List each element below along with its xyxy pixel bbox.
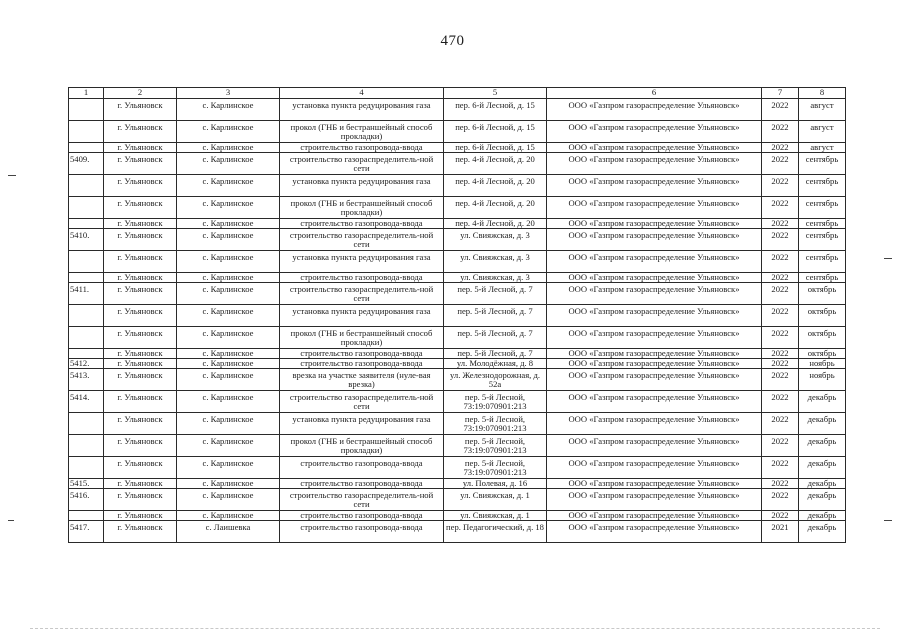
cell-locality: с. Карлинское [177, 435, 280, 457]
cell-locality: с. Карлинское [177, 305, 280, 327]
cell-work-type: строительство газораспределитель-ной сети [280, 229, 444, 251]
cell-month: декабрь [799, 479, 846, 489]
table-row [69, 391, 846, 413]
cell-month: октябрь [799, 305, 846, 327]
cell-organization: ООО «Газпром газораспределение Ульяновск» [547, 521, 762, 543]
cell-locality: с. Карлинское [177, 99, 280, 121]
cell-work-type: строительство газораспределитель-ной сети [280, 489, 444, 511]
column-header: 2 [104, 88, 177, 99]
cell-locality: с. Карлинское [177, 359, 280, 369]
cell-year: 2021 [762, 521, 799, 543]
cell-locality: с. Карлинское [177, 489, 280, 511]
cell-organization: ООО «Газпром газораспределение Ульяновск» [547, 489, 762, 511]
table-row [69, 489, 846, 511]
table-row [69, 153, 846, 175]
cell-organization: ООО «Газпром газораспределение Ульяновск» [547, 153, 762, 175]
cell-month: октябрь [799, 327, 846, 349]
table-row [69, 229, 846, 251]
cell-address: пер. 5-й Лесной, 73:19:070901:213 [444, 391, 547, 413]
cell-city: г. Ульяновск [104, 283, 177, 305]
cell-locality: с. Карлинское [177, 153, 280, 175]
cell-number: 5410. [69, 229, 104, 251]
cell-address: ул. Молодёжная, д. 8 [444, 359, 547, 369]
cell-month: октябрь [799, 349, 846, 359]
cell-number [69, 143, 104, 153]
cell-work-type: строительство газопровода-ввода [280, 479, 444, 489]
cell-month: сентябрь [799, 273, 846, 283]
cell-organization: ООО «Газпром газораспределение Ульяновск» [547, 143, 762, 153]
cell-address: ул. Железнодорожная, д. 52а [444, 369, 547, 391]
cell-year: 2022 [762, 121, 799, 143]
table-row [69, 305, 846, 327]
column-header: 6 [547, 88, 762, 99]
cell-locality: с. Карлинское [177, 219, 280, 229]
cell-number: 5413. [69, 369, 104, 391]
cell-address: пер. 4-й Лесной, д. 20 [444, 153, 547, 175]
cell-organization: ООО «Газпром газораспределение Ульяновск» [547, 219, 762, 229]
cell-city: г. Ульяновск [104, 489, 177, 511]
cell-work-type: строительство газораспределитель-ной сети [280, 283, 444, 305]
cell-month: сентябрь [799, 197, 846, 219]
cell-work-type: прокол (ГНБ и бестраншейный способ прокладки) [280, 121, 444, 143]
cell-number [69, 457, 104, 479]
cell-city: г. Ульяновск [104, 479, 177, 489]
table-row [69, 479, 846, 489]
margin-mark-right [884, 258, 892, 259]
cell-year: 2022 [762, 219, 799, 229]
cell-locality: с. Карлинское [177, 391, 280, 413]
cell-locality: с. Карлинское [177, 413, 280, 435]
cell-month: декабрь [799, 511, 846, 521]
cell-city: г. Ульяновск [104, 391, 177, 413]
cell-year: 2022 [762, 305, 799, 327]
margin-mark-right [884, 520, 892, 521]
cell-city: г. Ульяновск [104, 153, 177, 175]
cell-locality: с. Карлинское [177, 197, 280, 219]
cell-locality: с. Карлинское [177, 175, 280, 197]
cell-locality: с. Карлинское [177, 143, 280, 153]
cell-month: октябрь [799, 283, 846, 305]
cell-work-type: строительство газопровода-ввода [280, 273, 444, 283]
cell-work-type: строительство газопровода-ввода [280, 457, 444, 479]
cell-month: декабрь [799, 457, 846, 479]
cell-organization: ООО «Газпром газораспределение Ульяновск» [547, 391, 762, 413]
cell-number [69, 251, 104, 273]
cell-organization: ООО «Газпром газораспределение Ульяновск» [547, 479, 762, 489]
cell-city: г. Ульяновск [104, 435, 177, 457]
table-row [69, 369, 846, 391]
cell-organization: ООО «Газпром газораспределение Ульяновск» [547, 283, 762, 305]
table-row [69, 457, 846, 479]
cell-year: 2022 [762, 511, 799, 521]
header-row [69, 88, 846, 99]
table-row [69, 359, 846, 369]
cell-month: декабрь [799, 435, 846, 457]
cell-city: г. Ульяновск [104, 175, 177, 197]
cell-number [69, 219, 104, 229]
cell-address: пер. 5-й Лесной, 73:19:070901:213 [444, 413, 547, 435]
cell-month: ноябрь [799, 359, 846, 369]
cell-address: ул. Свияжская, д. 3 [444, 229, 547, 251]
cell-number [69, 197, 104, 219]
cell-city: г. Ульяновск [104, 99, 177, 121]
cell-address: пер. 5-й Лесной, д. 7 [444, 349, 547, 359]
table-row [69, 219, 846, 229]
cell-work-type: установка пункта редуцирования газа [280, 175, 444, 197]
cell-work-type: строительство газораспределитель-ной сети [280, 153, 444, 175]
cell-city: г. Ульяновск [104, 413, 177, 435]
cell-locality: с. Карлинское [177, 369, 280, 391]
cell-city: г. Ульяновск [104, 457, 177, 479]
cell-city: г. Ульяновск [104, 369, 177, 391]
cell-number: 5409. [69, 153, 104, 175]
cell-number: 5417. [69, 521, 104, 543]
cell-number [69, 413, 104, 435]
table-row [69, 521, 846, 543]
cell-city: г. Ульяновск [104, 219, 177, 229]
cell-address: ул. Свияжская, д. 3 [444, 273, 547, 283]
cell-number [69, 327, 104, 349]
cell-city: г. Ульяновск [104, 327, 177, 349]
cell-number: 5415. [69, 479, 104, 489]
cell-organization: ООО «Газпром газораспределение Ульяновск» [547, 511, 762, 521]
cell-organization: ООО «Газпром газораспределение Ульяновск» [547, 359, 762, 369]
cell-year: 2022 [762, 175, 799, 197]
cell-organization: ООО «Газпром газораспределение Ульяновск» [547, 251, 762, 273]
cell-month: декабрь [799, 391, 846, 413]
cell-number: 5414. [69, 391, 104, 413]
cell-locality: с. Карлинское [177, 121, 280, 143]
table-row [69, 175, 846, 197]
cell-address: пер. 5-й Лесной, д. 7 [444, 283, 547, 305]
cell-organization: ООО «Газпром газораспределение Ульяновск» [547, 369, 762, 391]
cell-organization: ООО «Газпром газораспределение Ульяновск» [547, 175, 762, 197]
column-header: 5 [444, 88, 547, 99]
cell-year: 2022 [762, 391, 799, 413]
cell-address: пер. 6-й Лесной, д. 15 [444, 121, 547, 143]
cell-address: пер. 4-й Лесной, д. 20 [444, 175, 547, 197]
cell-work-type: строительство газопровода-ввода [280, 511, 444, 521]
cell-year: 2022 [762, 273, 799, 283]
table-header [69, 88, 846, 99]
cell-address: ул. Полевая, д. 16 [444, 479, 547, 489]
cell-month: сентябрь [799, 219, 846, 229]
cell-month: сентябрь [799, 251, 846, 273]
cell-organization: ООО «Газпром газораспределение Ульяновск» [547, 121, 762, 143]
column-header: 1 [69, 88, 104, 99]
cell-month: ноябрь [799, 369, 846, 391]
cell-number [69, 273, 104, 283]
cell-address: ул. Свияжская, д. 3 [444, 251, 547, 273]
cell-month: декабрь [799, 489, 846, 511]
column-header: 4 [280, 88, 444, 99]
cell-address: пер. 5-й Лесной, 73:19:070901:213 [444, 457, 547, 479]
table-row [69, 413, 846, 435]
cell-month: август [799, 143, 846, 153]
cell-year: 2022 [762, 369, 799, 391]
cell-organization: ООО «Газпром газораспределение Ульяновск» [547, 327, 762, 349]
cell-organization: ООО «Газпром газораспределение Ульяновск» [547, 273, 762, 283]
cell-locality: с. Карлинское [177, 251, 280, 273]
cell-number [69, 511, 104, 521]
table-row [69, 251, 846, 273]
table-row [69, 273, 846, 283]
cell-year: 2022 [762, 143, 799, 153]
cell-month: сентябрь [799, 153, 846, 175]
cell-organization: ООО «Газпром газораспределение Ульяновск» [547, 435, 762, 457]
cell-work-type: прокол (ГНБ и бестраншейный способ прокладки) [280, 197, 444, 219]
cell-month: сентябрь [799, 175, 846, 197]
cell-locality: с. Карлинское [177, 327, 280, 349]
cell-number [69, 435, 104, 457]
cell-month: декабрь [799, 521, 846, 543]
cell-year: 2022 [762, 413, 799, 435]
cell-city: г. Ульяновск [104, 359, 177, 369]
column-header: 8 [799, 88, 846, 99]
cell-year: 2022 [762, 153, 799, 175]
margin-mark-left [8, 175, 16, 176]
cell-work-type: строительство газопровода-ввода [280, 349, 444, 359]
cell-number: 5412. [69, 359, 104, 369]
cell-number [69, 121, 104, 143]
cell-locality: с. Карлинское [177, 229, 280, 251]
cell-month: сентябрь [799, 229, 846, 251]
cell-number [69, 305, 104, 327]
cell-work-type: строительство газопровода-ввода [280, 521, 444, 543]
cell-year: 2022 [762, 327, 799, 349]
cell-locality: с. Карлинское [177, 479, 280, 489]
cell-organization: ООО «Газпром газораспределение Ульяновск» [547, 457, 762, 479]
column-header: 7 [762, 88, 799, 99]
cell-city: г. Ульяновск [104, 229, 177, 251]
cell-year: 2022 [762, 99, 799, 121]
table-body [69, 99, 846, 543]
cell-city: г. Ульяновск [104, 511, 177, 521]
cell-work-type: установка пункта редуцирования газа [280, 305, 444, 327]
table-row [69, 511, 846, 521]
cell-address: пер. 6-й Лесной, д. 15 [444, 99, 547, 121]
cell-organization: ООО «Газпром газораспределение Ульяновск» [547, 305, 762, 327]
cell-year: 2022 [762, 457, 799, 479]
registry-table [68, 87, 846, 543]
column-header: 3 [177, 88, 280, 99]
cell-address: пер. 4-й Лесной, д. 20 [444, 219, 547, 229]
table-row [69, 435, 846, 457]
cell-locality: с. Карлинское [177, 457, 280, 479]
cell-month: август [799, 99, 846, 121]
margin-mark-left [8, 520, 14, 521]
cell-locality: с. Лаишевка [177, 521, 280, 543]
cell-year: 2022 [762, 435, 799, 457]
cell-city: г. Ульяновск [104, 251, 177, 273]
cell-address: пер. 5-й Лесной, д. 7 [444, 305, 547, 327]
cell-work-type: строительство газопровода-ввода [280, 359, 444, 369]
cell-number [69, 99, 104, 121]
table-row [69, 197, 846, 219]
cell-city: г. Ульяновск [104, 197, 177, 219]
cell-locality: с. Карлинское [177, 511, 280, 521]
cell-city: г. Ульяновск [104, 143, 177, 153]
cell-address: пер. 5-й Лесной, 73:19:070901:213 [444, 435, 547, 457]
cell-work-type: прокол (ГНБ и бестраншейный способ прокладки) [280, 435, 444, 457]
page-number: 470 [440, 33, 465, 49]
table-row [69, 283, 846, 305]
cell-address: ул. Свияжская, д. 1 [444, 489, 547, 511]
cell-year: 2022 [762, 349, 799, 359]
cell-year: 2022 [762, 197, 799, 219]
cell-month: декабрь [799, 413, 846, 435]
cell-work-type: врезка на участке заявителя (нуле-вая врезка) [280, 369, 444, 391]
cell-number: 5416. [69, 489, 104, 511]
cell-work-type: прокол (ГНБ и бестраншейный способ прокладки) [280, 327, 444, 349]
cell-work-type: установка пункта редуцирования газа [280, 99, 444, 121]
cell-locality: с. Карлинское [177, 349, 280, 359]
cell-work-type: строительство газопровода-ввода [280, 219, 444, 229]
cell-address: ул. Свияжская, д. 1 [444, 511, 547, 521]
table-row [69, 99, 846, 121]
table-row [69, 327, 846, 349]
cell-year: 2022 [762, 479, 799, 489]
cell-number [69, 349, 104, 359]
cell-month: август [799, 121, 846, 143]
cell-locality: с. Карлинское [177, 283, 280, 305]
cell-address: пер. 4-й Лесной, д. 20 [444, 197, 547, 219]
cell-work-type: строительство газораспределитель-ной сети [280, 391, 444, 413]
cell-organization: ООО «Газпром газораспределение Ульяновск» [547, 197, 762, 219]
cell-address: пер. 6-й Лесной, д. 15 [444, 143, 547, 153]
cell-year: 2022 [762, 251, 799, 273]
cell-city: г. Ульяновск [104, 305, 177, 327]
cell-city: г. Ульяновск [104, 273, 177, 283]
cell-city: г. Ульяновск [104, 121, 177, 143]
cell-year: 2022 [762, 229, 799, 251]
cell-city: г. Ульяновск [104, 349, 177, 359]
cell-city: г. Ульяновск [104, 521, 177, 543]
cell-number [69, 175, 104, 197]
cell-work-type: установка пункта редуцирования газа [280, 413, 444, 435]
cell-year: 2022 [762, 489, 799, 511]
cell-organization: ООО «Газпром газораспределение Ульяновск» [547, 99, 762, 121]
cell-year: 2022 [762, 359, 799, 369]
cell-address: пер. Педагогический, д. 18 [444, 521, 547, 543]
cell-locality: с. Карлинское [177, 273, 280, 283]
cell-address: пер. 5-й Лесной, д. 7 [444, 327, 547, 349]
table-row [69, 121, 846, 143]
cell-number: 5411. [69, 283, 104, 305]
table-row [69, 143, 846, 153]
cell-organization: ООО «Газпром газораспределение Ульяновск» [547, 349, 762, 359]
cell-work-type: установка пункта редуцирования газа [280, 251, 444, 273]
cell-organization: ООО «Газпром газораспределение Ульяновск» [547, 413, 762, 435]
cell-work-type: строительство газопровода-ввода [280, 143, 444, 153]
cell-organization: ООО «Газпром газораспределение Ульяновск» [547, 229, 762, 251]
table-row [69, 349, 846, 359]
cell-year: 2022 [762, 283, 799, 305]
scan-bottom-edge [30, 628, 880, 629]
